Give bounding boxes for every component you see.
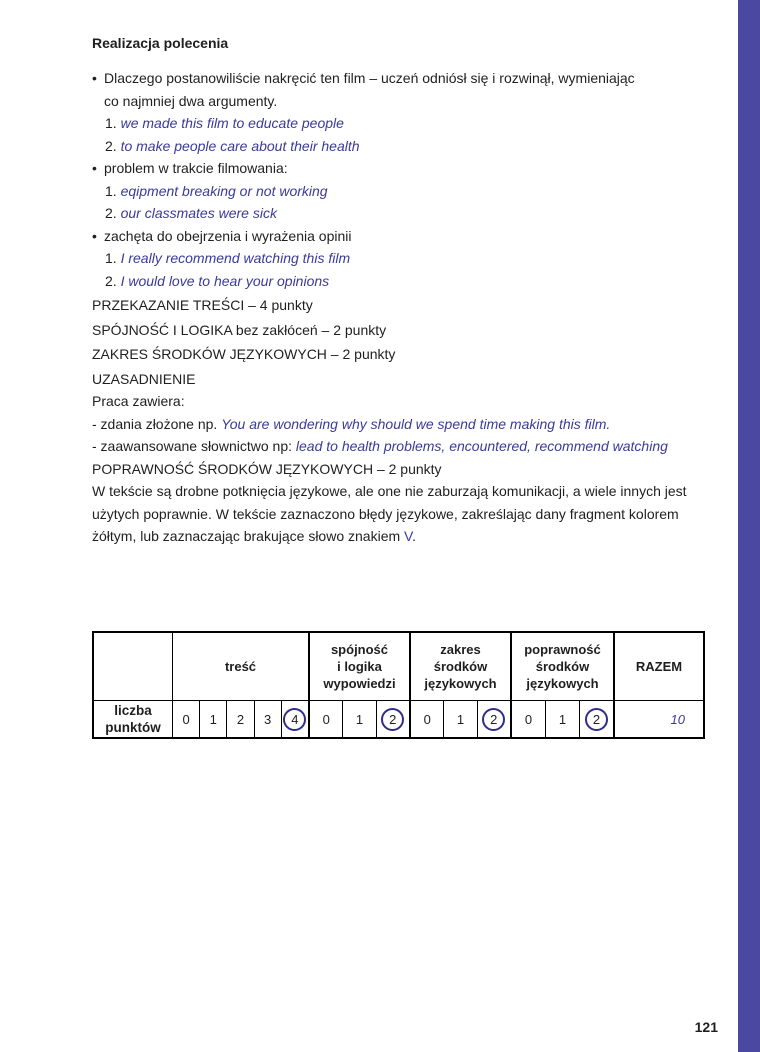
score-cell-selected — [579, 701, 614, 739]
poprawnosc-paragraph: W tekście są drobne potknięcia językowe, ale one nie zaburzają komunikacji, a wiele innych jest użytych poprawnie. W tekście zaznaczono błędy językowe, zakreślając dany fragment kolorem żółtym, lub zaznaczając brakujące słowo znakiem V. — [92, 483, 687, 544]
score-cell: 3 — [254, 701, 281, 739]
v-mark: V — [404, 528, 413, 544]
header-razem: RAZEM — [614, 632, 704, 701]
criterion-zakres: ZAKRES ŚRODKÓW JĘZYKOWYCH – 2 punkty — [92, 346, 396, 362]
selected-circle: 2 — [482, 708, 505, 731]
blank-corner-cell — [93, 632, 173, 701]
score-header-row — [93, 632, 704, 701]
header-spojnosc: spójność i logika wypowiedzi — [309, 632, 410, 701]
header-zakres: zakres środków językowych — [410, 632, 511, 701]
score-cell: 0 — [511, 701, 546, 739]
selected-circle: 2 — [585, 708, 608, 731]
criterion-tresc: PRZEKAZANIE TREŚCI – 4 punkty — [92, 297, 313, 313]
header-tresc: treść — [173, 632, 310, 701]
answer-item: 1. I really recommend watching this film — [105, 250, 351, 266]
score-cell: 1 — [444, 701, 477, 739]
section-heading: Realizacja polecenia — [92, 35, 229, 51]
score-cell: 2 — [227, 701, 254, 739]
score-cell: 1 — [343, 701, 376, 739]
praca-label: Praca zawiera: — [92, 393, 185, 409]
answer-item: 2. to make people care about their health — [105, 137, 360, 154]
bullet-item: • zachęta do obejrzenia i wyrażenia opinii — [92, 225, 712, 248]
score-cell-selected — [376, 701, 410, 739]
score-cell-selected — [281, 701, 309, 739]
answer-item: 1. eqipment breaking or not working — [105, 182, 328, 199]
score-cell: 1 — [546, 701, 580, 739]
content-block — [92, 33, 712, 548]
score-table — [92, 631, 705, 739]
row-label-liczba-punktow: liczba punktów — [93, 701, 173, 739]
header-poprawnosc: poprawność środków językowych — [511, 632, 614, 701]
answer-item: 1. we made this film to educate people — [105, 115, 344, 131]
score-cell: 0 — [173, 701, 200, 739]
score-points-row — [93, 701, 704, 739]
side-color-bar — [738, 0, 760, 1052]
answer-item: 2. I would love to hear your opinions — [105, 272, 330, 289]
answer-item: 2. our classmates were sick — [105, 205, 277, 221]
slownictwo-line: - zaawansowane słownictwo np: lead to health problems, encountered, recommend watching — [92, 438, 668, 454]
bullet-item: • Dlaczego postanowiliście nakręcić ten film – uczeń odniósł się i rozwinął, wymieniając — [92, 67, 712, 90]
score-cell: 1 — [200, 701, 227, 739]
score-cell: 0 — [410, 701, 444, 739]
bullet-continuation: co najmniej dwa argumenty. — [104, 92, 278, 109]
score-cell: 0 — [309, 701, 343, 739]
score-cell-selected — [477, 701, 511, 739]
zdania-line: - zdania złożone np. You are wondering why should we spend time making this film. — [92, 415, 611, 432]
uzasadnienie-label: UZASADNIENIE — [92, 370, 196, 387]
selected-circle: 4 — [283, 708, 306, 731]
criterion-spojnosc: SPÓJNOŚĆ I LOGIKA bez zakłóceń – 2 punkty — [92, 321, 387, 338]
criterion-poprawnosc: POPRAWNOŚĆ ŚRODKÓW JĘZYKOWYCH – 2 punkty — [92, 460, 442, 477]
page-number: 121 — [694, 1019, 718, 1035]
selected-circle: 2 — [381, 708, 404, 731]
bullet-item: • problem w trakcie filmowania: — [92, 157, 712, 180]
total-score: 10 — [614, 701, 704, 739]
